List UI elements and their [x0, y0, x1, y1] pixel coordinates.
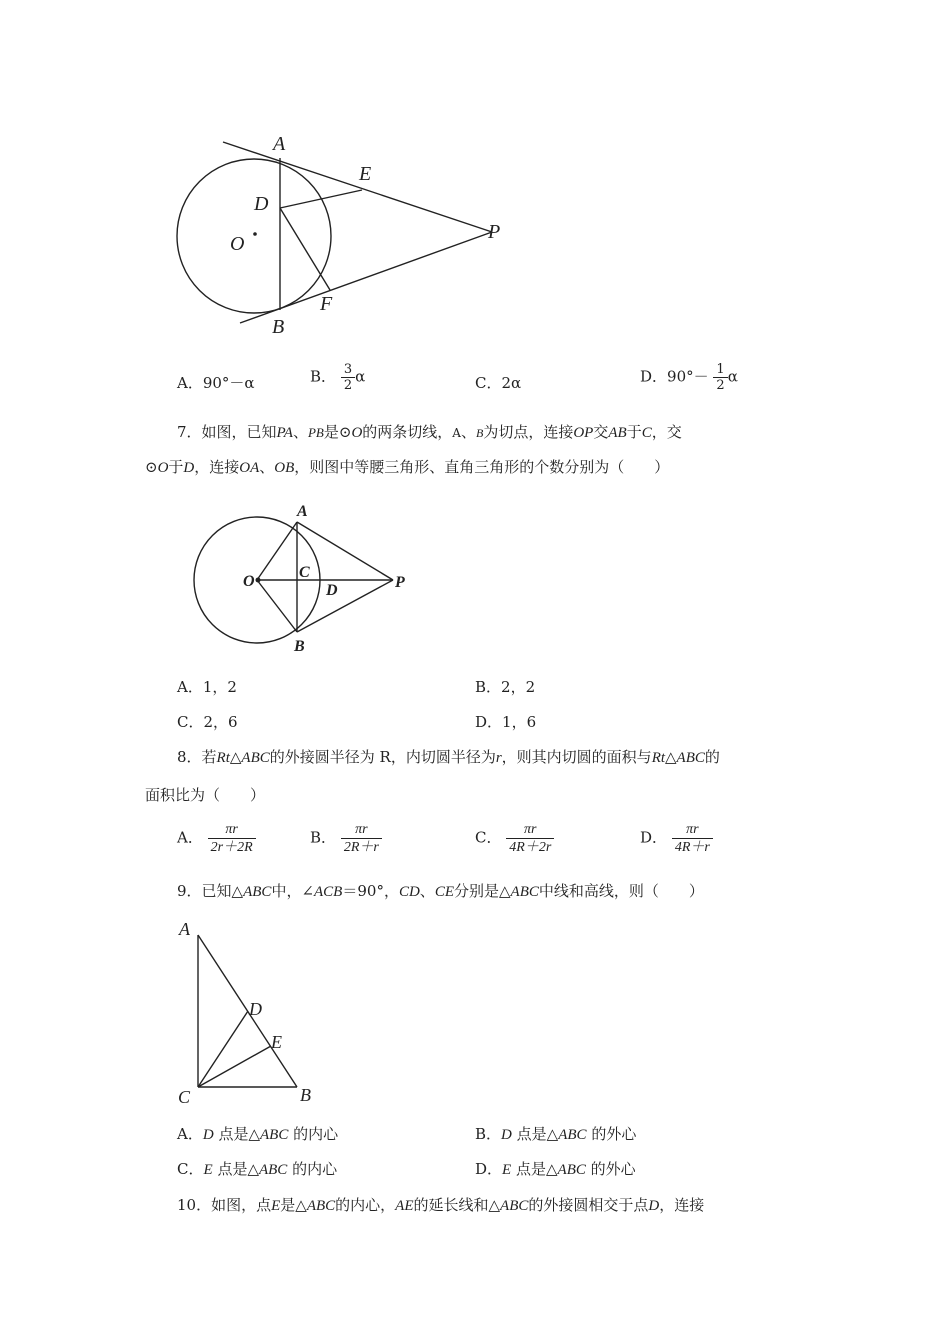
q9-option-b-text2: 的外心	[591, 1125, 637, 1143]
q7-segment-ob	[257, 580, 297, 632]
q8-option-a-den: 2r＋2R	[208, 838, 256, 856]
q6-tangent-pa	[223, 142, 492, 232]
q6-label-d: D	[254, 193, 269, 215]
q7-oa: OA	[239, 460, 260, 476]
q6-option-d-num: 1	[716, 362, 725, 377]
q6-option-d-fraction	[713, 362, 727, 393]
q7-label-a: A	[297, 503, 308, 520]
q6-label-p: P	[488, 221, 501, 243]
q7-figure	[185, 495, 425, 660]
q8-option-b-den: 2R＋r	[341, 838, 382, 856]
q7-text: 交	[593, 423, 609, 441]
q8-option-c	[475, 821, 554, 856]
q6-option-d-den: 2	[713, 377, 727, 393]
q9-text: 中线和高线，则（ ）	[538, 882, 704, 900]
q9-label-b: B	[300, 1085, 311, 1105]
q9-option-a-point: D	[202, 1127, 214, 1143]
q7-option-d-text: 1，6	[502, 713, 537, 731]
q9-option-a-text: 点是△	[218, 1125, 261, 1143]
q7-option-b-text: 2，2	[501, 678, 536, 696]
q6-option-d-suffix: α	[727, 367, 738, 386]
q8-option-a	[177, 821, 256, 856]
q8-stem-line2: 面积比为（ ）	[145, 786, 266, 804]
q6-option-c	[475, 372, 521, 394]
q7-ab: AB	[608, 425, 627, 441]
q10-stem-line1	[177, 1194, 704, 1217]
q9-acb: ACB	[314, 884, 343, 900]
q8-stem-line1	[177, 746, 720, 769]
q9-option-c-abc: ABC	[258, 1162, 288, 1178]
q7-point-d: D	[183, 460, 195, 476]
q9-option-b-letter: B．	[475, 1125, 502, 1143]
q6-option-b-letter: B．	[310, 367, 337, 386]
q8-option-b-num: πr	[355, 822, 368, 837]
q7-pa: PA	[276, 425, 293, 441]
q6-option-b-num: 3	[343, 362, 353, 377]
q8-rt-abc: Rt△ABC	[216, 750, 270, 766]
q9-label-a: A	[179, 919, 190, 939]
q7-text: ，则图中等腰三角形、直角三角形的个数分别为（ ）	[294, 458, 670, 476]
q8-option-a-fraction	[208, 821, 256, 856]
q8-option-c-fraction	[506, 821, 554, 856]
q7-option-b-letter: B．	[475, 678, 502, 696]
q10-point-d: D	[648, 1198, 660, 1214]
q7-circle-o: ⊙O	[338, 425, 363, 441]
q7-option-d	[475, 711, 536, 733]
q6-option-a-text: 90°－α	[202, 374, 255, 392]
q7-text: 是	[323, 423, 339, 441]
q9-median-cd	[198, 1011, 248, 1087]
q7-option-c-text: 2，6	[203, 713, 238, 731]
q6-label-b: B	[272, 316, 285, 338]
q7-text: 7．如图，已知	[177, 423, 277, 441]
q6-label-e: E	[359, 163, 372, 185]
q7-label-p: P	[395, 574, 405, 591]
q6-option-b-den: 2	[341, 377, 355, 393]
q7-text: 的两条切线，	[362, 423, 453, 441]
q6-label-o: O	[230, 233, 245, 255]
q10-text: 是△	[280, 1196, 307, 1214]
q7-label-b: B	[294, 638, 305, 655]
q7-text: 、	[460, 423, 476, 441]
q8-text: 的外接圆半径为 R，内切圆半径为	[269, 748, 496, 766]
q9-option-c-letter: C．	[177, 1160, 204, 1178]
q9-option-d-text2: 的外心	[590, 1160, 636, 1178]
q6-tangent-pb	[240, 232, 492, 323]
q7-point-a: A	[452, 426, 461, 440]
q6-center-dot	[253, 232, 257, 236]
q6-option-d	[640, 362, 738, 393]
q9-option-a-letter: A．	[177, 1125, 203, 1143]
q7-stem-line2	[145, 456, 669, 479]
q6-option-c-letter: C．	[475, 374, 502, 392]
q8-text: 8．若	[177, 748, 217, 766]
q8-option-c-num: πr	[524, 822, 537, 837]
q8-option-d-num: πr	[686, 822, 699, 837]
q7-center-dot	[256, 578, 261, 583]
q7-option-c-letter: C．	[177, 713, 204, 731]
q7-point-c: C	[641, 425, 652, 441]
q9-option-d-text: 点是△	[515, 1160, 558, 1178]
q7-circle-o: ⊙O	[145, 460, 169, 476]
q9-option-d-abc: ABC	[557, 1162, 586, 1178]
q9-option-b	[475, 1123, 636, 1146]
q10-text: 的内心，	[335, 1196, 396, 1214]
q10-text: ，连接	[659, 1196, 705, 1214]
q8-option-d	[640, 821, 713, 856]
q7-text: 于	[626, 423, 642, 441]
q9-ce: CE	[434, 884, 454, 900]
q8-option-a-num: πr	[225, 822, 238, 837]
q9-option-d	[475, 1158, 636, 1181]
q9-abc: ABC	[243, 884, 272, 900]
q9-option-c-text2: 的内心	[292, 1160, 338, 1178]
q9-abc: ABC	[510, 884, 539, 900]
q8-option-b	[310, 821, 382, 856]
q8-r: r	[495, 750, 502, 766]
q6-segment-de	[280, 190, 362, 208]
q9-option-b-abc: ABC	[558, 1127, 587, 1143]
q6-circle-o	[177, 159, 331, 313]
q6-option-b	[310, 362, 365, 393]
q6-option-a	[177, 372, 255, 394]
q9-label-d: D	[249, 999, 262, 1019]
q10-ae: AE	[395, 1198, 414, 1214]
q9-option-d-letter: D．	[475, 1160, 503, 1178]
q6-option-c-text: 2α	[501, 374, 522, 392]
q7-option-a-letter: A．	[177, 678, 203, 696]
q9-option-b-point: D	[501, 1127, 512, 1143]
q9-text: ＝90°，	[342, 882, 399, 900]
q7-op: OP	[573, 425, 594, 441]
q9-stem	[177, 880, 704, 903]
q8-option-d-fraction	[672, 821, 713, 856]
q6-option-d-prefix: 90°－	[667, 367, 709, 386]
q6-option-d-letter: D．	[640, 367, 668, 386]
q8-option-a-letter: A．	[177, 828, 203, 847]
q9-text: 中，∠	[271, 882, 315, 900]
q7-tangent-pa	[297, 522, 393, 580]
q10-text: 的外接圆相交于点	[528, 1196, 649, 1214]
q7-stem-line1	[177, 421, 682, 444]
q6-label-f: F	[320, 293, 333, 315]
q7-label-d: D	[326, 582, 338, 599]
q9-option-b-text: 点是△	[516, 1125, 559, 1143]
q7-option-b	[475, 676, 535, 698]
q9-text: 9．已知△	[177, 882, 244, 900]
q7-ob: OB	[274, 460, 295, 476]
q7-text: ，交	[651, 423, 682, 441]
q7-label-c: C	[299, 564, 310, 581]
q10-abc: ABC	[500, 1198, 529, 1214]
q7-option-a	[177, 676, 237, 698]
q9-option-a-text2: 的内心	[293, 1125, 339, 1143]
q7-option-d-letter: D．	[475, 713, 503, 731]
q10-text: 10．如图，点	[177, 1196, 272, 1214]
q9-text: 分别是△	[453, 882, 511, 900]
q10-point-e: E	[271, 1198, 281, 1214]
q9-text: 、	[419, 882, 435, 900]
q7-text: ，连接	[194, 458, 240, 476]
q8-option-d-letter: D．	[640, 828, 668, 847]
q7-point-b: B	[475, 426, 484, 440]
q6-option-b-suffix: α	[355, 367, 366, 386]
q9-option-c	[177, 1158, 337, 1181]
q9-height-ce	[198, 1046, 271, 1087]
q8-option-b-letter: B．	[310, 828, 337, 847]
q6-label-a: A	[273, 133, 286, 155]
q7-text: 于	[168, 458, 184, 476]
q6-figure	[160, 120, 530, 350]
q9-option-d-point: E	[502, 1162, 512, 1178]
q9-option-c-text: 点是△	[217, 1160, 259, 1178]
q9-label-e: E	[271, 1032, 282, 1052]
q7-text: 为切点，连接	[483, 423, 574, 441]
q8-option-c-letter: C．	[475, 828, 502, 847]
q8-rt-abc: Rt△ABC	[651, 750, 705, 766]
q8-text: 的	[704, 748, 720, 766]
q7-pb: PB	[307, 425, 324, 440]
q7-tangent-pb	[297, 580, 393, 632]
q7-option-c	[177, 711, 238, 733]
q9-label-c: C	[178, 1087, 191, 1107]
q9-option-a	[177, 1123, 338, 1146]
q8-option-d-den: 4R＋r	[672, 838, 713, 856]
q10-text: 的延长线和△	[413, 1196, 501, 1214]
q7-segment-oa	[257, 522, 297, 580]
q7-label-o: O	[243, 573, 255, 590]
q8-option-b-fraction	[341, 821, 382, 856]
q10-abc: ABC	[306, 1198, 336, 1214]
q6-segment-df	[280, 208, 330, 290]
q8-text: ，则其内切圆的面积与	[501, 748, 652, 766]
q7-text: 、	[259, 458, 275, 476]
q6-option-b-fraction	[341, 362, 355, 393]
q9-cd: CD	[398, 884, 420, 900]
q7-text: 、	[292, 423, 308, 441]
q7-option-a-text: 1，2	[202, 678, 237, 696]
q9-option-a-abc: ABC	[260, 1127, 289, 1143]
q8-option-c-den: 4R＋2r	[506, 838, 554, 856]
q9-option-c-point: E	[203, 1162, 213, 1178]
q6-option-a-letter: A．	[177, 374, 203, 392]
q9-figure	[170, 915, 330, 1110]
